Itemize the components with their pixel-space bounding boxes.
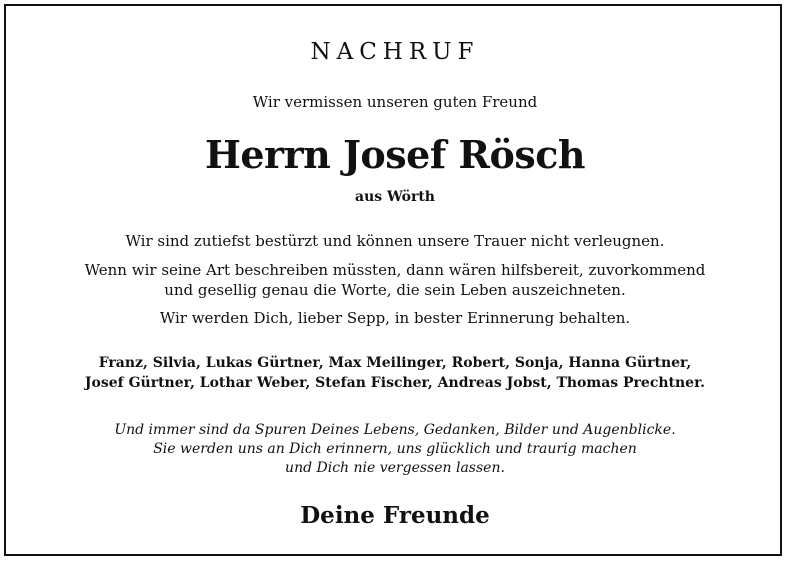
mourners-line: Josef Gürtner, Lothar Weber, Stefan Fischer, Andreas Jobst, Thomas Prechtner.: [84, 375, 706, 391]
deceased-origin: aus Wörth: [355, 189, 435, 205]
verse-line: Sie werden uns an Dich erinnern, uns glücklich und traurig machen: [153, 441, 637, 457]
notice-heading: NACHRUF: [310, 39, 480, 65]
mourners-line: Franz, Silvia, Lukas Gürtner, Max Meilinger, Robert, Sonja, Hanna Gürtner,: [98, 355, 692, 371]
body-line: und gesellig genau die Worte, die sein Leben auszeichneten.: [164, 281, 626, 299]
body-line: Wir werden Dich, lieber Sepp, in bester Erinnerung behalten.: [159, 309, 631, 327]
obituary-notice: [4, 4, 782, 556]
notice-intro: Wir vermissen unseren guten Freund: [252, 93, 538, 111]
body-line: Wenn wir seine Art beschreiben müssten, dann wären hilfsbereit, zuvorkommend: [84, 261, 706, 279]
body-line: Wir sind zutiefst bestürzt und können unsere Trauer nicht verleugnen.: [125, 232, 665, 250]
verse-line: Und immer sind da Spuren Deines Lebens, Gedanken, Bilder und Augenblicke.: [114, 422, 676, 438]
verse-line: und Dich nie vergessen lassen.: [285, 460, 505, 476]
deceased-name: Herrn Josef Rösch: [204, 132, 586, 177]
notice-signoff: Deine Freunde: [300, 502, 490, 529]
